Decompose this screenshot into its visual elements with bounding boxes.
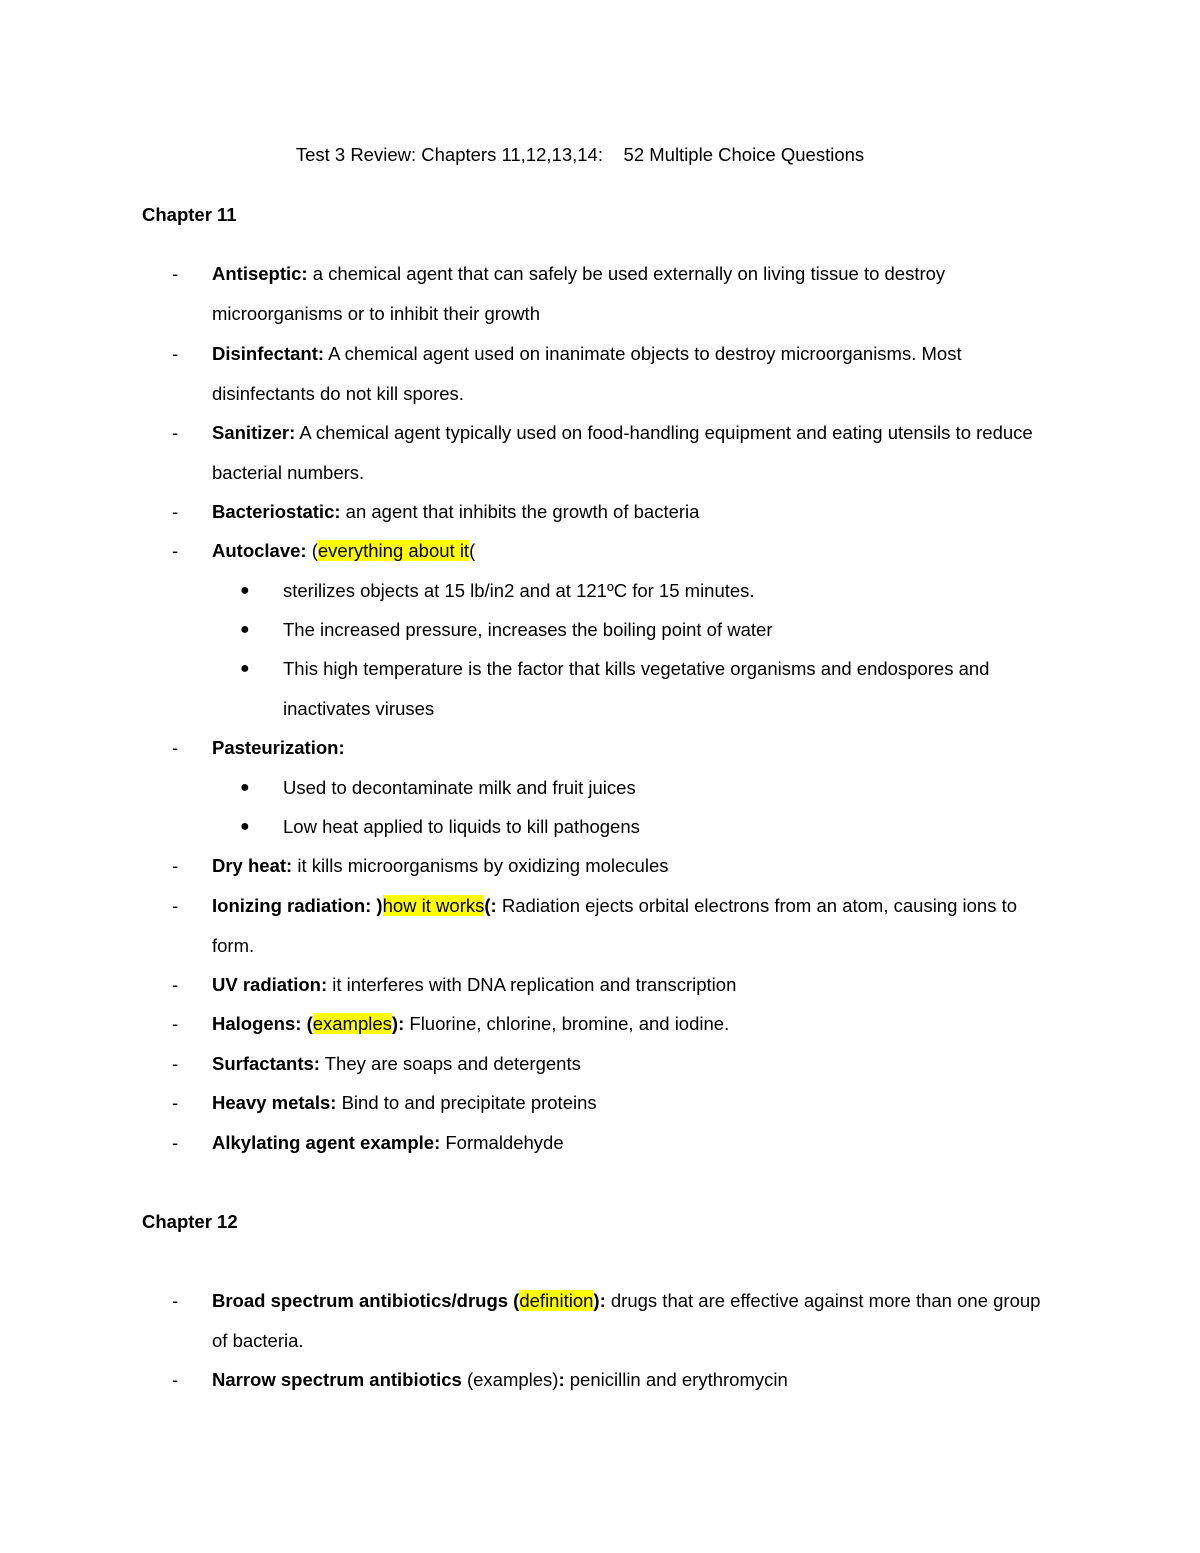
list-item-ionizing-radiation <box>172 886 1052 965</box>
dash-marker: - <box>172 1053 179 1074</box>
term-definition: it kills microorganisms by oxidizing molecules <box>292 855 669 876</box>
term-label: Disinfectant: <box>212 343 325 364</box>
term-note: (examples) <box>461 1369 559 1390</box>
list-item-heavy-metals <box>172 1083 1052 1123</box>
dash-marker: - <box>172 1013 179 1034</box>
term-label: Autoclave: <box>212 540 307 561</box>
document-title: Test 3 Review: Chapters 11,12,13,14: 52 Multiple Choice Questions <box>295 144 865 165</box>
highlight-note: examples <box>312 1013 392 1034</box>
term-definition: penicillin and erythromycin <box>564 1369 788 1390</box>
bullet-marker: ● <box>240 779 250 796</box>
dash-marker: - <box>172 974 179 995</box>
list-item-disinfectant <box>172 334 1052 413</box>
term-label: Alkylating agent example: <box>212 1132 441 1153</box>
list-item-halogens <box>172 1004 1052 1044</box>
bullet-item <box>240 768 1050 808</box>
bullet-item <box>240 610 1050 650</box>
term-definition: A chemical agent used on inanimate objects to destroy microorganisms. Most disinfectants do not kill spores. <box>212 343 962 404</box>
paren-close: (: <box>484 895 497 916</box>
term-label: Antiseptic: <box>212 263 308 284</box>
dash-marker: - <box>172 1290 179 1311</box>
chapter-11-heading: Chapter 11 <box>142 204 237 225</box>
list-item-pasteurization <box>172 728 1052 768</box>
dash-marker: - <box>172 855 179 876</box>
bullet-text: This high temperature is the factor that kills vegetative organisms and endospores and inactivates viruses <box>283 658 990 719</box>
term-colon: : <box>558 1369 565 1390</box>
bullet-marker: ● <box>240 818 250 835</box>
highlight-note: everything about it <box>317 540 470 561</box>
list-item-surfactants <box>172 1044 1052 1084</box>
dash-marker: - <box>172 737 179 758</box>
bullet-marker: ● <box>240 621 250 638</box>
term-label: Halogens: ( <box>212 1013 313 1034</box>
term-definition: Fluorine, chlorine, bromine, and iodine. <box>404 1013 730 1034</box>
chapter-12-heading: Chapter 12 <box>142 1211 238 1232</box>
dash-marker: - <box>172 501 179 522</box>
list-item-autoclave <box>172 531 1052 571</box>
term-label: Bacteriostatic: <box>212 501 341 522</box>
term-label: Heavy metals: <box>212 1092 337 1113</box>
term-definition: A chemical agent typically used on food-handling equipment and eating utensils to reduce bacterial numbers. <box>212 422 1033 483</box>
term-label: Broad spectrum antibiotics/drugs ( <box>212 1290 520 1311</box>
bullet-item <box>240 571 1050 611</box>
term-label: Pasteurization: <box>212 737 345 758</box>
list-item-antiseptic <box>172 254 1052 333</box>
list-item-bacteriostatic <box>172 492 1052 532</box>
term-definition: drugs that are effective against more than one group of bacteria. <box>212 1290 1041 1351</box>
bullet-item <box>240 649 1050 728</box>
dash-marker: - <box>172 895 179 916</box>
dash-marker: - <box>172 1369 179 1390</box>
highlight-note: how it works <box>382 895 485 916</box>
bullet-marker: ● <box>240 582 250 599</box>
term-label: Narrow spectrum antibiotics <box>212 1369 462 1390</box>
dash-marker: - <box>172 1092 179 1113</box>
paren-open: ( <box>306 540 318 561</box>
term-definition: They are soaps and detergents <box>319 1053 581 1074</box>
term-label: Dry heat: <box>212 855 293 876</box>
list-item-alkylating-agent <box>172 1123 1052 1163</box>
dash-marker: - <box>172 422 179 443</box>
term-definition: a chemical agent that can safely be used externally on living tissue to destroy microorganisms or to inhibit their growth <box>212 263 946 324</box>
term-label: UV radiation: <box>212 974 328 995</box>
list-item-sanitizer <box>172 413 1052 492</box>
term-label: Sanitizer: <box>212 422 296 443</box>
list-item-narrow-spectrum <box>172 1360 1052 1400</box>
dash-marker: - <box>172 540 179 561</box>
paren-close: ): <box>593 1290 606 1311</box>
paren-close: ( <box>469 540 476 561</box>
term-label: Ionizing radiation: ) <box>212 895 383 916</box>
term-definition: Bind to and precipitate proteins <box>336 1092 597 1113</box>
dash-marker: - <box>172 263 179 284</box>
term-definition: Radiation ejects orbital electrons from an atom, causing ions to form. <box>212 895 1018 956</box>
highlight-note: definition <box>519 1290 594 1311</box>
bullet-marker: ● <box>240 660 250 677</box>
list-item-dry-heat <box>172 846 1052 886</box>
dash-marker: - <box>172 343 179 364</box>
bullet-text: sterilizes objects at 15 lb/in2 and at 121ºC for 15 minutes. <box>283 580 755 601</box>
list-item-uv-radiation <box>172 965 1052 1005</box>
list-item-broad-spectrum <box>172 1281 1052 1360</box>
bullet-item <box>240 807 1050 847</box>
dash-marker: - <box>172 1132 179 1153</box>
term-definition: it interferes with DNA replication and transcription <box>327 974 737 995</box>
term-label: Surfactants: <box>212 1053 320 1074</box>
term-definition: Formaldehyde <box>440 1132 564 1153</box>
bullet-text: Used to decontaminate milk and fruit juices <box>283 777 636 798</box>
bullet-text: The increased pressure, increases the boiling point of water <box>283 619 773 640</box>
term-definition: an agent that inhibits the growth of bacteria <box>340 501 700 522</box>
paren-close: ): <box>391 1013 405 1034</box>
bullet-text: Low heat applied to liquids to kill pathogens <box>283 816 640 837</box>
